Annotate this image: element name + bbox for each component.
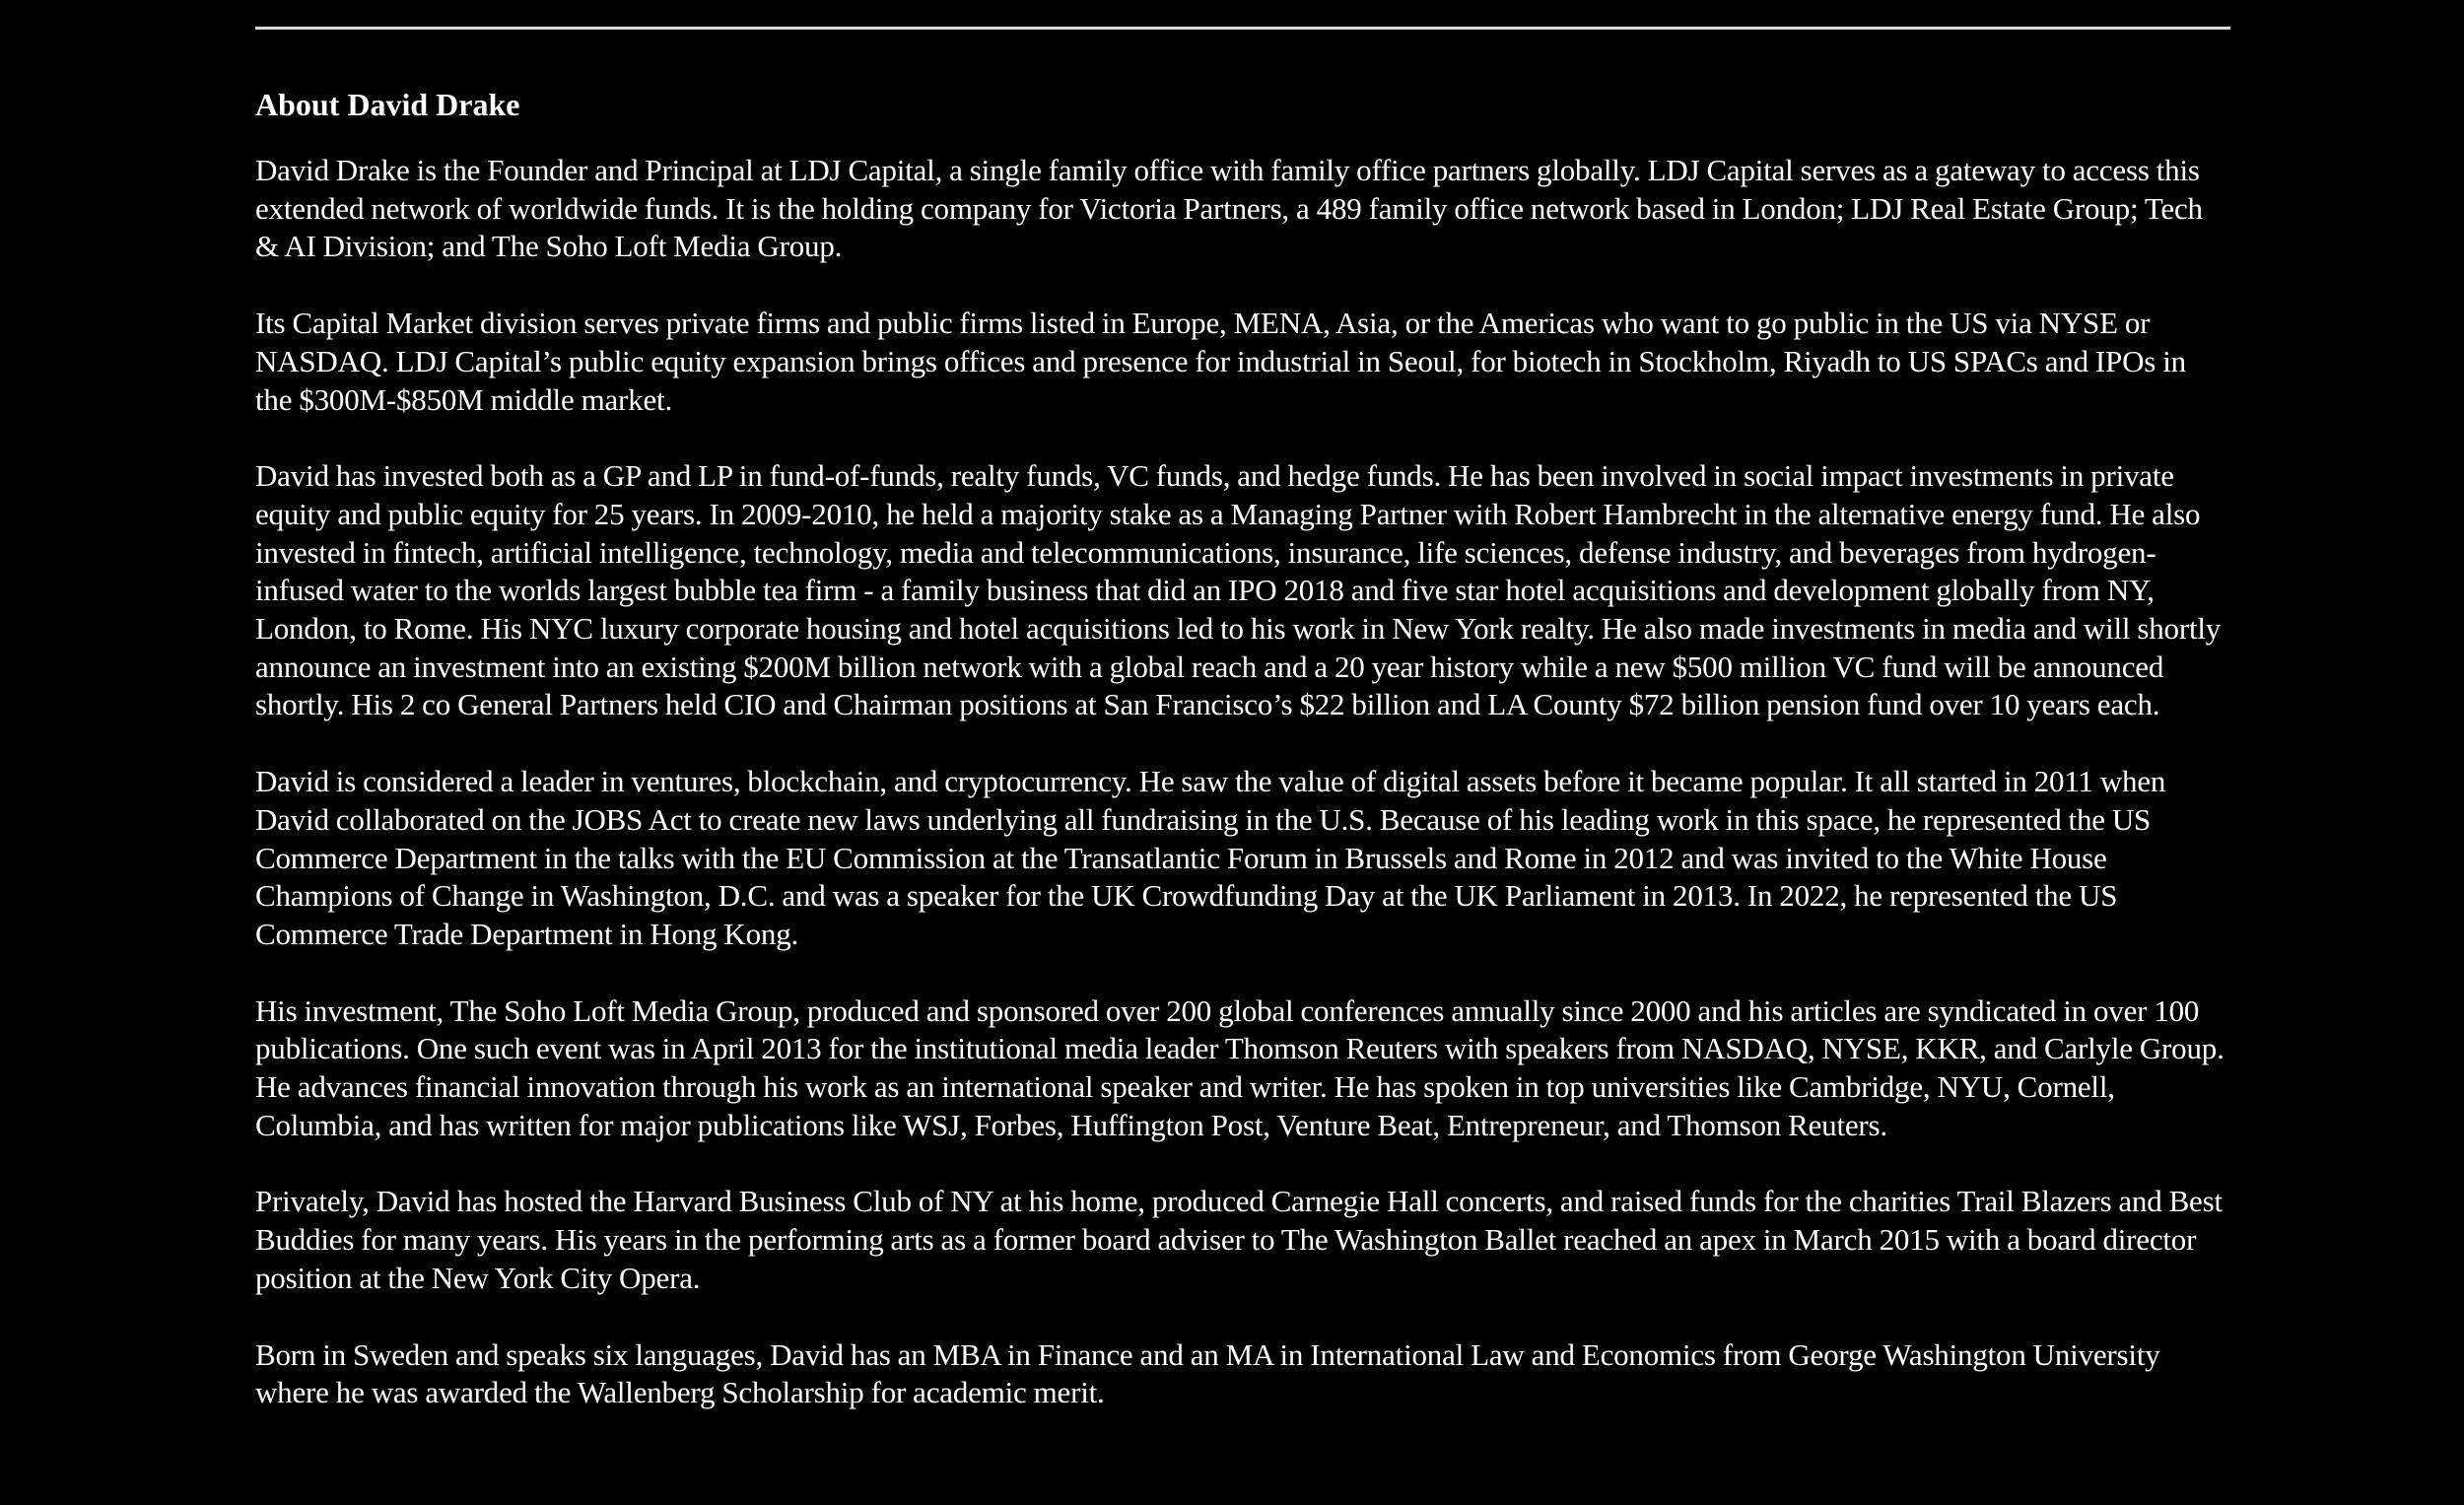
bio-paragraph-capital-market: Its Capital Market division serves private firms and public firms listed in Europe, MENA, Asia, or the Americas who want to go public in the US via NYSE or NASDAQ. LDJ Capital’s public equity expansion brings offices and presence for industrial in Seoul, for biotech in Stockholm, Riyadh to US SPACs and IPOs in the $300M-$850M middle market. [255,306,2186,417]
bio-paragraph-education: Born in Sweden and speaks six languages, David has an MBA in Finance and an MA in International Law and Economics from George Washington University where he was awarded the Wallenberg Scholarship for academic merit. [255,1336,2160,1410]
bio-paragraph-philanthropy: Privately, David has hosted the Harvard Business Club of NY at his home, produced Carnegie Hall concerts, and raised funds for the charities Trail Blazers and Best Buddies for many years. His years in the performing arts as a former board adviser to The Washington Ballet reached an apex in March 2015 with a board director position at the New York City Opera. [255,1184,2223,1295]
bio-paragraph-investments: David has invested both as a GP and LP in fund-of-funds, realty funds, VC funds, and hedge funds. He has been involved in social impact investments in private equity and public equity for 25 years. In 2009-2010, he held a majority stake as a Managing Partner with Robert Hambrecht in the alternative energy fund. He also invested in fintech, artificial intelligence, technology, media and telecommunications, insurance, life sciences, defense industry, and beverages from hydrogen-infused water to the worlds largest bubble tea firm - a family business that did an IPO 2018 and five star hotel acquisitions and development globally from NY, London, to Rome. His NYC luxury corporate housing and hotel acquisitions led to his work in New York realty. He also made investments in media and will shortly announce an investment into an existing $200M billion network with a global reach and a 20 year history while a new $500 million VC fund will be announced shortly. His 2 co General Partners held CIO and Chairman positions at San Francisco’s $22 billion and LA County $72 billion pension fund over 10 years each. [255,458,2222,722]
bio-paragraph-media-group: His investment, The Soho Loft Media Group, produced and sponsored over 200 global conferences annually since 2000 and his articles are syndicated in over 100 publications. One such event was in April 2013 for the institutional media leader Thomson Reuters with speakers from NASDAQ, NYSE, KKR, and Carlyle Group. He advances financial innovation through his work as an international speaker and writer. He has spoken in top universities like Cambridge, NYU, Cornell, Columbia, and has written for major publications like WSJ, Forbes, Huffington Post, Venture Beat, Entrepreneur, and Thomson Reuters. [255,992,2224,1142]
bio-paragraph-blockchain: David is considered a leader in ventures, blockchain, and cryptocurrency. He saw the value of digital assets before it became popular. It all started in 2011 when David collaborated on the JOBS Act to create new laws underlying all fundraising in the U.S. Because of his leading work in this space, he represented the US Commerce Department in the talks with the EU Commission at the Transatlantic Forum in Brussels and Rome in 2012 and was invited to the White House Champions of Change in Washington, D.C. and was a speaker for the UK Crowdfunding Day at the UK Parliament in 2013. In 2022, he represented the US Commerce Trade Department in Hong Kong. [255,764,2166,951]
top-divider [255,27,2230,30]
about-heading: About David Drake [255,87,520,122]
about-section [255,83,2226,1451]
bio-paragraph-founder: David Drake is the Founder and Principal at LDJ Capital, a single family office with family office partners globally. LDJ Capital serves as a gateway to access this extended network of worldwide funds. It is the holding company for Victoria Partners, a 489 family office network based in London; LDJ Real Estate Group; Tech & AI Division; and The Soho Loft Media Group. [255,153,2203,264]
